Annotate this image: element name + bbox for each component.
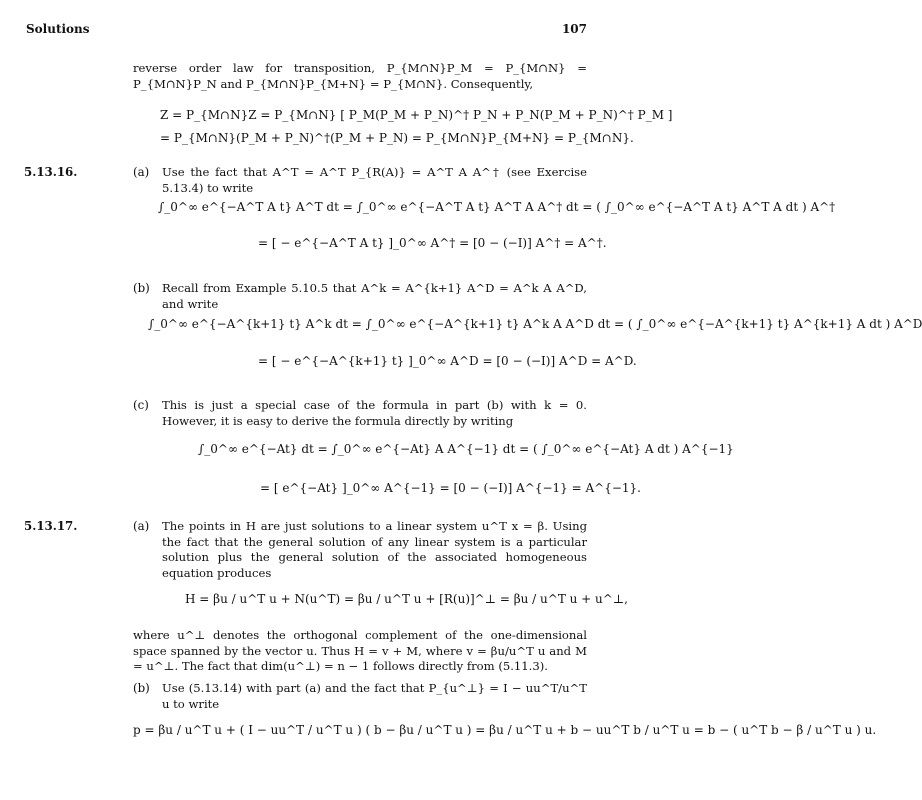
intro-paragraph: reverse order law for transposition, P_{M∩N}P_M = P_{M∩N} = P_{M∩N}P_N and P_{M∩N}P_{M+N} = P_{M∩N}. Consequently, (133, 61, 587, 91)
equation-p: p = βu / u^T u + ( I − uu^T / u^T u ) ( b − βu / u^T u ) = βu / u^T u + b − uu^T b / u^T u = b − ( u^T b − β / u^T u ) u. (133, 723, 877, 737)
part-b-text: Recall from Example 5.10.5 that A^k = A^{k+1} A^D = A^k A A^D, and write (162, 281, 587, 311)
equation-c-line-2: = [ e^{−At} ]_0^∞ A^{−1} = [0 − (−I)] A^{−1} = A^{−1}. (260, 481, 641, 495)
equation-b-line-2: = [ − e^{−A^{k+1} t} ]_0^∞ A^D = [0 − (−I)] A^D = A^D. (258, 354, 637, 368)
running-head: Solutions (26, 22, 90, 36)
page-number: 107 (561, 22, 587, 36)
part-b2-text: Use (5.13.14) with part (a) and the fact that P_{u^⊥} = I − uu^T/u^T u to write (162, 681, 587, 711)
part-a2-text-2: where u^⊥ denotes the orthogonal complement of the one-dimensional space spanned by the vector u. Thus H = v + M, where v = βu/u^T u and M = u^⊥. The fact that dim(u^⊥) = n − 1 follows directly from (5.11.3). (133, 628, 587, 673)
equation-z-line-2: = P_{M∩N}(P_M + P_N)^†(P_M + P_N) = P_{M∩N}P_{M+N} = P_{M∩N}. (160, 131, 634, 145)
equation-a-line-2: = [ − e^{−A^T A t} ]_0^∞ A^† = [0 − (−I)] A^† = A^†. (258, 236, 607, 250)
part-label-b: (b) (133, 281, 150, 295)
equation-b-line-1: ∫_0^∞ e^{−A^{k+1} t} A^k dt = ∫_0^∞ e^{−A^{k+1} t} A^k A A^D dt = ( ∫_0^∞ e^{−A^{k+1} t} A^{k+1} A dt ) A^D (148, 317, 922, 331)
part-a2-text: The points in H are just solutions to a linear system u^T x = β. Using the fact that the general solution of any linear system is a particular solution plus the general solution of the associated homogeneous equation produces (162, 519, 587, 580)
part-label-a2: (a) (133, 519, 150, 533)
page-header (26, 22, 587, 38)
part-label-a: (a) (133, 165, 150, 179)
exercise-label-5-13-17: 5.13.17. (24, 519, 78, 533)
part-c-text: This is just a special case of the formula in part (b) with k = 0. However, it is easy to derive the formula directly by writing (162, 398, 587, 428)
part-a-text: Use the fact that A^T = A^T P_{R(A)} = A^T A A^† (see Exercise 5.13.4) to write (162, 165, 587, 195)
equation-z-line-1: Z = P_{M∩N}Z = P_{M∩N} [ P_M(P_M + P_N)^† P_N + P_N(P_M + P_N)^† P_M ] (160, 108, 673, 122)
equation-a-line-1: ∫_0^∞ e^{−A^T A t} A^T dt = ∫_0^∞ e^{−A^T A t} A^T A A^† dt = ( ∫_0^∞ e^{−A^T A t} A^T A dt ) A^† (158, 200, 836, 214)
equation-h: H = βu / u^T u + N(u^T) = βu / u^T u + [R(u)]^⊥ = βu / u^T u + u^⊥, (185, 592, 628, 606)
equation-c-line-1: ∫_0^∞ e^{−At} dt = ∫_0^∞ e^{−At} A A^{−1} dt = ( ∫_0^∞ e^{−At} A dt ) A^{−1} (198, 442, 734, 456)
exercise-label-5-13-16: 5.13.16. (24, 165, 78, 179)
part-label-c: (c) (133, 398, 149, 412)
part-label-b2: (b) (133, 681, 150, 695)
